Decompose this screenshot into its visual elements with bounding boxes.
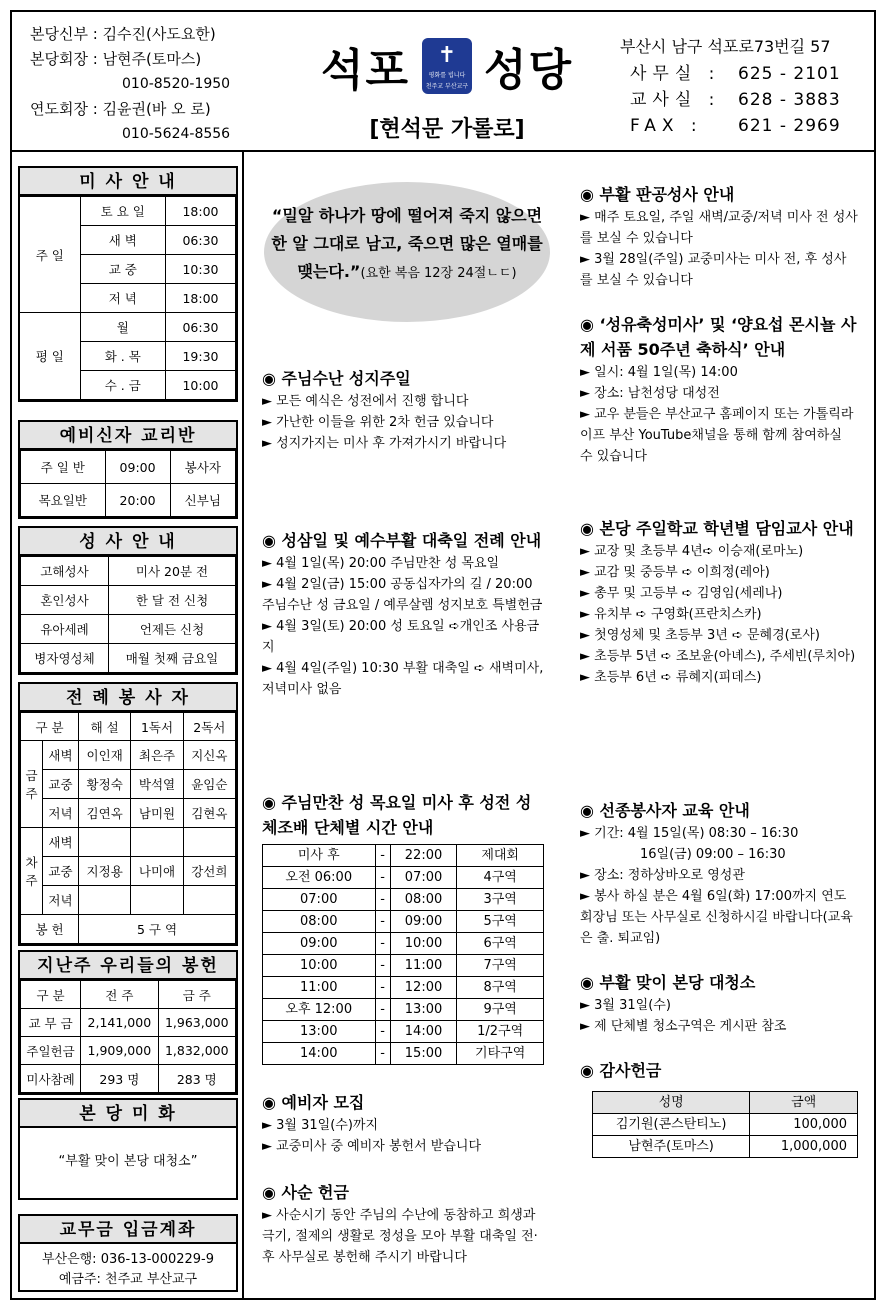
chrism-mass-section: ◉ ‘성유축성미사’ 및 ‘양요섭 몬시뇰 사제 서품 50주년 축하식’ 안내 ► 일시: 4월 1일(목) 14:00 ► 장소: 남천성당 대성전 ► 교우 분들은 부산교구 홈페이지 또는 가톨릭라이프 부산 YouTube채널을 통해 함께 참여하실 수 있습니다 xyxy=(580,315,857,464)
confession-section: ◉ 부활 판공성사 안내 ► 매주 토요일, 주일 새벽/교중/저녁 미사 전 성사를 보실 수 있습니다 ► 3월 28일(주일) 교중미사는 미사 전, 후 성사를 보실 수 있습니다 xyxy=(580,185,858,288)
phone-fax: FAX : 621 - 2969 xyxy=(630,116,841,136)
president-phone: 010-8520-1950 xyxy=(122,76,231,92)
offering-box: 지난주 우리들의 봉헌 구 분 전 주 금 주 교 무 금 2,141,000 1,963,000 주일헌금 1,909,000 1,832,000 미사참례 293 명 283 명 xyxy=(18,950,238,1095)
left-column xyxy=(12,152,244,1300)
header xyxy=(12,12,874,152)
sacrament-title: 성 사 안 내 xyxy=(20,528,236,556)
beauty-text: “부활 맞이 본당 대청소” xyxy=(58,1154,198,1169)
account-box xyxy=(18,1214,238,1292)
address: 부산시 남구 석포로73번길 57 xyxy=(620,37,831,56)
patron-subtitle: [현석문 가롤로] xyxy=(369,117,525,142)
thanks-offering-section: ◉ 감사헌금 성명 금액 김기원(콘스탄티노) 100,000 남현주(토마스) 1,000,000 xyxy=(580,1058,858,1158)
cleaning-section: ◉ 부활 맞이 본당 대청소 ► 3월 31일(수) ► 제 단체별 청소구역은 게시판 참조 xyxy=(580,973,787,1034)
account-holder: 예금주: 천주교 부산교구 xyxy=(58,1272,198,1287)
bulletin-page xyxy=(10,10,876,1300)
title-left: 석포 xyxy=(320,45,410,96)
beauty-title: 본 당 미 화 xyxy=(20,1100,236,1128)
church-title xyxy=(312,34,582,143)
sunday-school-section: ◉ 본당 주일학교 학년별 담임교사 안내 ► 교장 및 초등부 4년➪ 이승재(로마노) ► 교감 및 중등부 ➪ 이희정(레아) ► 총무 및 고등부 ➪ 김영임(세레나) ► 유치부 ➪ 구영화(프란치스카) ► 첫영성체 및 초등부 3년 ➪ 문혜경(로사) ► 초등부 5년 ➪ 조보윤(아녜스), 주세빈(루치아) ► 초등부 6년 ➪ 류혜지(피데스) xyxy=(580,519,856,685)
servers-title: 전 례 봉 사 자 xyxy=(20,684,236,712)
catechism-title: 예비신자 교리반 xyxy=(20,422,236,450)
mass-schedule-box xyxy=(18,166,238,402)
pastor-line: 본당신부 : 김수진(사도요한) xyxy=(30,25,216,43)
thanks-offering-table: 성명 금액 김기원(콘스탄티노) 100,000 남현주(토마스) 1,000,000 xyxy=(592,1091,858,1158)
lent-offering-section: ◉ 사순 헌금 ► 사순시기 동안 주님의 수난에 동참하고 희생과 극기, 절제의 생활로 정성을 모아 부활 대축일 전·후 사무실로 봉헌해 주시기 바랍니다 xyxy=(262,1183,538,1265)
contact-info xyxy=(620,34,841,139)
diocese-logo-icon: ✝ 평화를 빕니다 천주교 부산교구 xyxy=(422,38,472,94)
sacrament-box: 성 사 안 내 고해성사 미사 20분 전 혼인성사 한 달 전 신청 유아세례 언제든 신청 병자영성체 매월 첫째 금요일 xyxy=(18,526,238,675)
offering-title: 지난주 우리들의 봉헌 xyxy=(20,952,236,980)
palm-sunday-section: ◉ 주님수난 성지주일 ► 모든 예식은 성전에서 진행 합니다 ► 가난한 이들을 위한 2차 헌금 있습니다 ► 성지가지는 미사 후 가져가시기 바랍니다 xyxy=(262,369,507,451)
scripture-quote: “밀알 하나가 땅에 떨어져 죽지 않으면 한 알 그대로 남고, 죽으면 많은 열매를 맺는다.”(요한 복음 12장 24절ㄴㄷ) xyxy=(264,182,550,322)
catechumen-section: ◉ 예비자 모집 ► 3월 31일(수)까지 ► 교중미사 중 예비자 봉헌서 받습니다 xyxy=(262,1093,482,1154)
notices-area xyxy=(246,152,874,1300)
beauty-box xyxy=(18,1098,238,1200)
mass-title: 미 사 안 내 xyxy=(20,168,236,196)
account-number: 부산은행: 036-13-000229-9 xyxy=(41,1252,215,1267)
title-right: 성당 xyxy=(484,45,574,96)
adoration-table: 미사 후 - 22:00 제대회 오전 06:00 - 07:00 4구역 07:00 - 08:00 3구역 08:00 - 09:00 5구역 09:00 - 10:00 6구역 10:00 - 11:00 7구역 11:00 - 12:00 8구역 오후 12:00 - 13:00 9구역 13:00 - 14:00 1/2구역 14:00 - 15:00 기타구역 xyxy=(262,844,544,1065)
phone-office: 사무실 : 625 - 2101 xyxy=(630,64,841,84)
account-title: 교무금 입금계좌 xyxy=(20,1216,236,1244)
yeondo-phone: 010-5624-8556 xyxy=(122,126,231,142)
president-line: 본당회장 : 남현주(토마스) xyxy=(30,50,202,68)
adoration-section: ◉ 주님만찬 성 목요일 미사 후 성전 성체조배 단체별 시간 안내 미사 후 - 22:00 제대회 오전 06:00 - 07:00 4구역 07:00 - 08:00 3구역 08:00 - 09:00 5구역 09:00 - 10:00 6구역 10:00 - 11:00 7구역 11:00 - 12:00 8구역 오후 12:00 - 13:00 9구역 13:00 - 14:00 1/2구역 14:00 - 15:00 기타구역 xyxy=(262,790,544,1065)
mass-table: 주 일 토 요 일 18:00 새 벽 06:30 교 중 10:30 저 녁 18:00 평 일 월 06:30 화 . 목 19:30 수 . 금 10:00 xyxy=(20,196,236,400)
servers-box: 전 례 봉 사 자 구 분 해 설 1독서 2독서 금 주 새벽 이인재 최은주 지신옥 교중 황정숙 박석열 윤임순 저녁 김연옥 남미원 김현옥 차 주 새벽 교중 지정용 나미애 강선희 저녁 봉 헌 5 구 역 xyxy=(18,682,238,946)
training-section: ◉ 선종봉사자 교육 안내 ► 기간: 4월 15일(목) 08:30 – 16:30 16일(금) 09:00 – 16:30 ► 장소: 정하상바오로 영성관 ► 봉사 하실 분은 4월 6일(화) 17:00까지 연도회장님 또는 사무실로 신청하시길 바랍니다(교육은 출. 퇴교임) xyxy=(580,801,853,946)
staff-info xyxy=(30,22,230,147)
catechism-box: 예비신자 교리반 주 일 반 09:00 봉사자 목요일반 20:00 신부님 xyxy=(18,420,238,519)
triduum-section: ◉ 성삼일 및 예수부활 대축일 전례 안내 ► 4월 1일(목) 20:00 주님만찬 성 목요일 ► 4월 2일(금) 15:00 공동십자가의 길 / 20:00 주님수난 성 금요일 / 예루살렘 성지보호 특별헌금 ► 4월 3일(토) 20:00 성 토요일 ➪개인조 사용금지 ► 4월 4일(주일) 10:30 부활 대축일 ➪ 새벽미사, 저녁미사 없음 xyxy=(262,531,544,697)
phone-teacher: 교사실 : 628 - 3883 xyxy=(630,90,841,110)
yeondo-line: 연도회장 : 김윤권(바 오 로) xyxy=(30,100,211,118)
